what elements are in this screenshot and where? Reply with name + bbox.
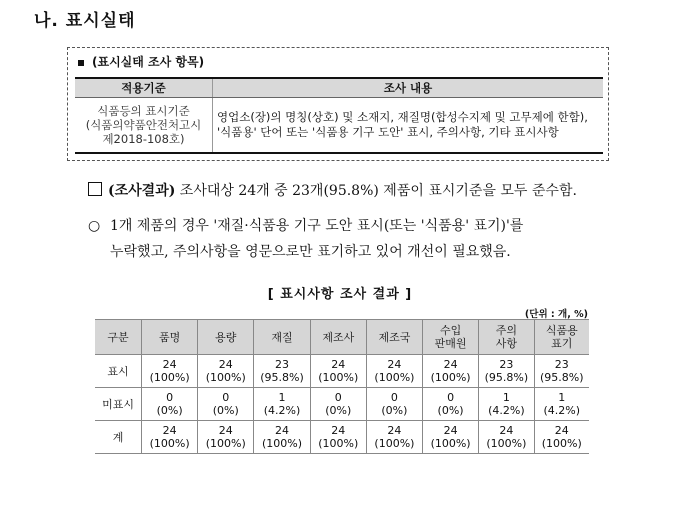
cell-count: 23	[554, 358, 569, 371]
column-header-line: 용량	[215, 330, 237, 344]
cell-percent: (100%)	[430, 437, 471, 450]
table-cell	[366, 421, 422, 454]
cell-percent: (0%)	[212, 404, 239, 417]
table-cell	[198, 421, 254, 454]
table-cell	[198, 355, 254, 388]
cell-count: 23	[499, 358, 514, 371]
result-text: 조사대상 24개 중 23개(95.8%) 제품이 표시기준을 모두 준수함.	[175, 183, 577, 199]
section-title: 나. 표시실태	[34, 11, 136, 31]
table-cell	[310, 388, 366, 421]
cell-count: 1	[558, 391, 566, 404]
result-label: (조사결과)	[108, 183, 176, 199]
row-label: 표시	[95, 355, 142, 388]
table-cell	[479, 421, 534, 454]
criteria-cell	[75, 98, 213, 154]
cell-count: 24	[443, 358, 458, 371]
table-cell	[254, 355, 310, 388]
table-cell	[142, 388, 198, 421]
box-heading-text: (표시실태 조사 항목)	[92, 55, 205, 69]
bullet-line: 누락했고, 주의사항을 영문으로만 표기하고 있어 개선이 필요했음.	[110, 244, 511, 260]
criteria-line: 제2018-108호)	[102, 132, 185, 146]
column-header	[142, 320, 198, 355]
column-header	[254, 320, 310, 355]
cell-count: 24	[218, 358, 233, 371]
cell-percent: (4.2%)	[488, 404, 525, 417]
row-label: 계	[95, 421, 142, 454]
criteria-line: 식품등의 표시기준	[97, 104, 190, 118]
criteria-col-header: 적용기준	[75, 78, 213, 98]
table-cell	[534, 421, 589, 454]
cell-percent: (100%)	[149, 437, 190, 450]
column-header-line: 구분	[107, 330, 129, 344]
column-header	[366, 320, 422, 355]
table-cell	[479, 355, 534, 388]
cell-count: 23	[275, 358, 290, 371]
table-cell	[310, 355, 366, 388]
cell-count: 24	[331, 358, 346, 371]
cell-percent: (100%)	[318, 371, 359, 384]
column-header-line: 제조국	[378, 330, 411, 344]
checkbox-square-icon	[88, 182, 102, 196]
cell-count: 0	[390, 391, 398, 404]
cell-count: 1	[278, 391, 286, 404]
results-table	[95, 319, 589, 454]
table-header-row	[95, 320, 589, 355]
column-header	[95, 320, 142, 355]
table-cell	[534, 388, 589, 421]
cell-percent: (100%)	[374, 371, 415, 384]
table-cell	[366, 388, 422, 421]
cell-count: 24	[499, 424, 514, 437]
cell-percent: (95.8%)	[540, 371, 584, 384]
column-header-line: 품명	[158, 330, 181, 344]
table-cell	[254, 388, 310, 421]
table-row	[95, 388, 589, 421]
table-cell	[534, 355, 589, 388]
cell-percent: (4.2%)	[543, 404, 581, 417]
column-header	[198, 320, 254, 355]
column-header-line: 표기	[551, 337, 573, 350]
column-header	[310, 320, 366, 355]
cell-percent: (0%)	[437, 404, 464, 417]
table-cell	[423, 421, 479, 454]
cell-percent: (95.8%)	[484, 371, 529, 384]
cell-count: 1	[502, 391, 510, 404]
result-summary	[88, 180, 577, 200]
bullet-line: 1개 제품의 경우 '재질·식품용 기구 도안 표시(또는 '식품용' 표기)'를	[110, 218, 524, 234]
table-cell	[142, 421, 198, 454]
table-cell	[423, 388, 479, 421]
cell-count: 24	[162, 424, 177, 437]
criteria-table	[75, 77, 603, 154]
cell-count: 24	[554, 424, 569, 437]
cell-percent: (4.2%)	[263, 404, 301, 417]
column-header-line: 사항	[495, 337, 517, 350]
cell-percent: (100%)	[262, 437, 303, 450]
cell-percent: (100%)	[541, 437, 582, 450]
cell-count: 24	[162, 358, 177, 371]
table-cell	[479, 388, 534, 421]
column-header-line: 주의	[495, 324, 517, 337]
content-cell	[213, 98, 604, 154]
table-cell	[366, 355, 422, 388]
cell-count: 24	[387, 358, 402, 371]
cell-percent: (100%)	[149, 371, 190, 384]
cell-count: 24	[443, 424, 458, 437]
cell-percent: (0%)	[325, 404, 352, 417]
cell-count: 24	[387, 424, 402, 437]
square-bullet-icon	[78, 60, 84, 66]
cell-percent: (0%)	[381, 404, 408, 417]
cell-count: 0	[334, 391, 342, 404]
content-line: '식품용' 단어 또는 '식품용 기구 도안' 표시, 주의사항, 기타 표시사항	[217, 125, 559, 139]
column-header-line: 제조사	[322, 330, 355, 344]
column-header-line: 재질	[271, 330, 293, 344]
column-header-line: 판매원	[434, 337, 467, 350]
cell-count: 24	[275, 424, 290, 437]
column-header	[534, 320, 589, 355]
row-label: 미표시	[95, 388, 142, 421]
table-cell	[198, 388, 254, 421]
cell-percent: (100%)	[205, 371, 246, 384]
box-heading	[78, 53, 204, 70]
table-cell	[254, 421, 310, 454]
cell-count: 0	[222, 391, 230, 404]
cell-percent: (100%)	[486, 437, 527, 450]
cell-percent: (95.8%)	[260, 371, 304, 384]
cell-count: 0	[166, 391, 174, 404]
cell-count: 0	[447, 391, 455, 404]
table-cell	[310, 421, 366, 454]
unit-label: (단위 : 개, %)	[524, 309, 588, 320]
table-cell	[423, 355, 479, 388]
cell-percent: (100%)	[430, 371, 471, 384]
cell-percent: (0%)	[156, 404, 183, 417]
bullet-note	[88, 213, 523, 265]
cell-count: 24	[218, 424, 233, 437]
criteria-line: (식품의약품안전처고시	[85, 118, 202, 132]
cell-percent: (100%)	[205, 437, 246, 450]
column-header-line: 수입	[439, 324, 462, 337]
column-header	[479, 320, 534, 355]
table-cell	[142, 355, 198, 388]
table-row	[95, 421, 589, 454]
circle-bullet-icon: ○	[88, 218, 101, 234]
content-col-header: 조사 내용	[213, 78, 604, 98]
column-header	[423, 320, 479, 355]
table-row	[95, 355, 589, 388]
column-header-line: 식품용	[545, 324, 578, 337]
cell-percent: (100%)	[318, 437, 359, 450]
content-line: 영업소(장)의 명칭(상호) 및 소재지, 재질명(합성수지제 및 고무제에 한함),	[217, 110, 588, 124]
cell-count: 24	[331, 424, 346, 437]
cell-percent: (100%)	[374, 437, 415, 450]
table-title: [ 표시사항 조사 결과 ]	[267, 287, 413, 302]
